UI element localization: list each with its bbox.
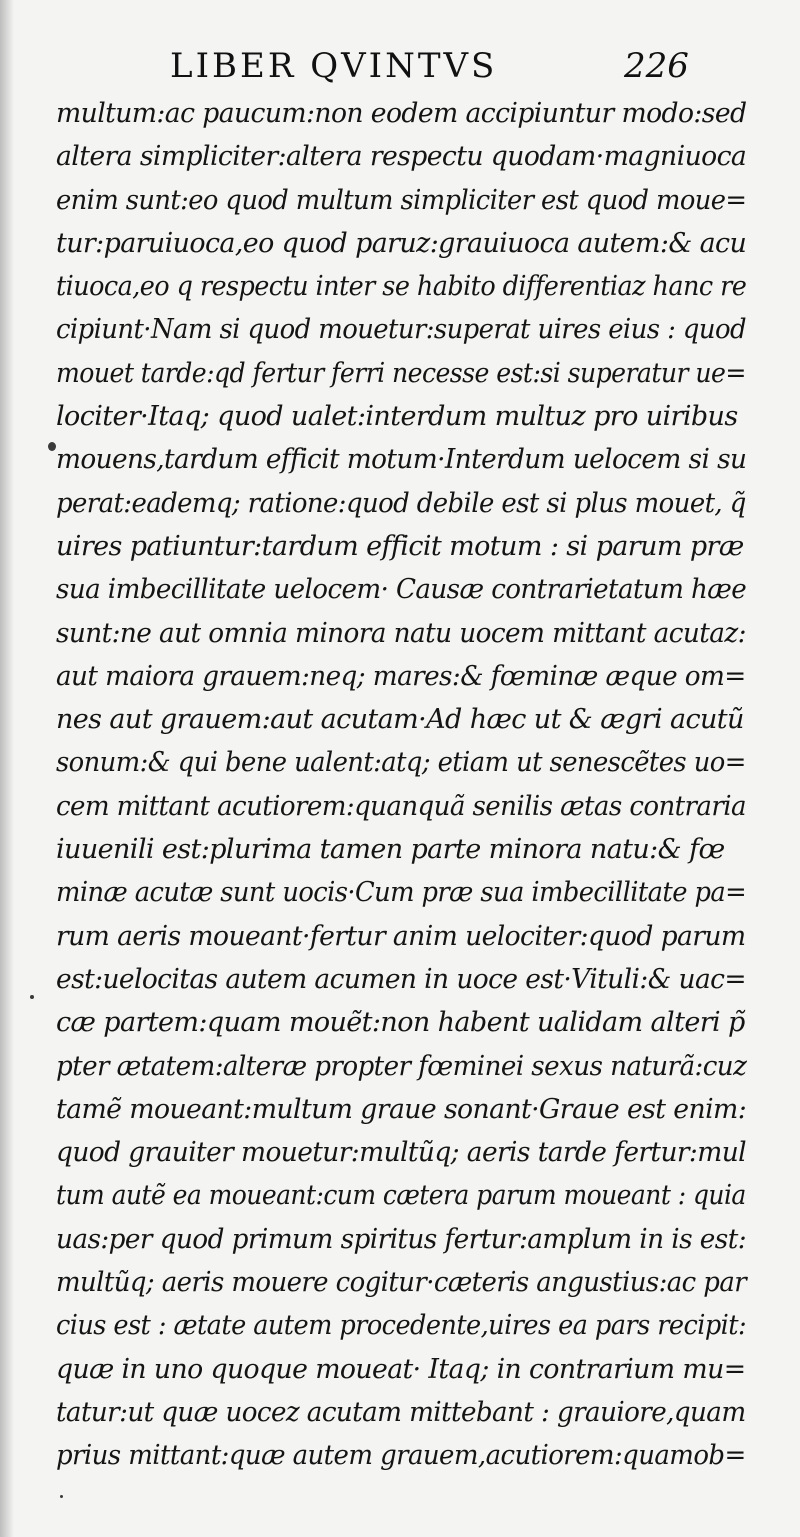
text-line: tatur:ut quæ uocez acutam mittebant : grauiore,quam	[56, 1396, 746, 1428]
text-line: perat:eademq; ratione:quod debile est si plus mouet, q̃	[56, 487, 746, 519]
text-line: tamẽ moueant:multum graue sonant·Graue est enim:	[56, 1093, 747, 1125]
text-line: mouens,tardum efficit motum·Interdum uelocem si su	[56, 444, 747, 476]
text-line: uires patiuntur:tardum efficit motum : si parum præ	[56, 530, 744, 562]
text-line: quod grauiter mouetur:multũq; aeris tarde fertur:mul	[56, 1137, 747, 1169]
ink-speck	[48, 442, 56, 451]
body-text	[56, 92, 746, 1478]
text-line: prius mittant:quæ autem grauem,acutiorem:quamob=	[56, 1440, 746, 1472]
text-line: pter ætatem:alteræ propter fœminei sexus naturã:cuz	[56, 1050, 747, 1082]
text-line: sonum:& qui bene ualent:atq; etiam ut senescẽtes uo=	[56, 747, 746, 779]
text-line: quæ in uno quoque moueat· Itaq; in contrarium mu=	[56, 1353, 746, 1385]
text-line: cipiunt·Nam si quod mouetur:superat uires eius : quod	[56, 314, 746, 346]
book-title: LIBER QVINTVS	[170, 46, 498, 86]
text-line: cem mittant acutiorem:quanquã senilis ætas contraria	[56, 790, 746, 822]
text-line: lociter·Itaq; quod ualet:interdum multuz pro uiribus	[56, 401, 738, 433]
text-line: uas:per quod primum spiritus fertur:amplum in is est:	[56, 1223, 746, 1255]
text-line: tum autẽ ea moueant:cum cætera parum moueant : quia	[56, 1180, 746, 1212]
text-line: altera simpliciter:altera respectu quodam·magniuoca	[56, 141, 747, 173]
text-line: sua imbecillitate uelocem· Causæ contrarietatum hæe	[56, 574, 747, 606]
text-line: mouet tarde:qd fertur ferri necesse est:si superatur ue=	[56, 357, 746, 389]
text-line: tiuoca,eo q respectu inter se habito differentiaz hanc re	[56, 271, 747, 303]
text-line: est:uelocitas autem acumen in uoce est·Vituli:& uac=	[56, 963, 746, 995]
text-line: multum:ac paucum:non eodem accipiuntur modo:sed	[56, 98, 747, 129]
text-line: cius est : ætate autem procedente,uires ea pars recipit:	[56, 1310, 747, 1342]
text-line: tur:paruiuoca,eo quod paruz:grauiuoca autem:& acu	[56, 227, 747, 259]
page-edge-shadow	[0, 0, 14, 1537]
text-line: nes aut grauem:aut acutam·Ad hæc ut & ægri acutũ	[56, 704, 744, 736]
ink-speck	[30, 995, 34, 999]
text-line: multũq; aeris mouere cogitur·cæteris angustius:ac par	[56, 1267, 747, 1299]
page-number: 226	[624, 46, 689, 86]
text-line: aut maiora grauem:neq; mares:& fœminæ æque om=	[56, 660, 746, 692]
text-line: minæ acutæ sunt uocis·Cum præ sua imbecillitate pa=	[56, 877, 747, 909]
ink-speck	[60, 1495, 63, 1498]
text-line: iuuenili est:plurima tamen parte minora natu:& fœ	[56, 834, 725, 866]
text-line: cæ partem:quam mouẽt:non habent ualidam alteri p̃	[56, 1007, 745, 1039]
running-head	[0, 46, 800, 94]
text-line: rum aeris moueant·fertur anim uelociter:quod parum	[56, 920, 746, 952]
text-line: sunt:ne aut omnia minora natu uocem mittant acutaz:	[56, 617, 746, 649]
text-line: enim sunt:eo quod multum simpliciter est quod moue=	[56, 184, 747, 216]
